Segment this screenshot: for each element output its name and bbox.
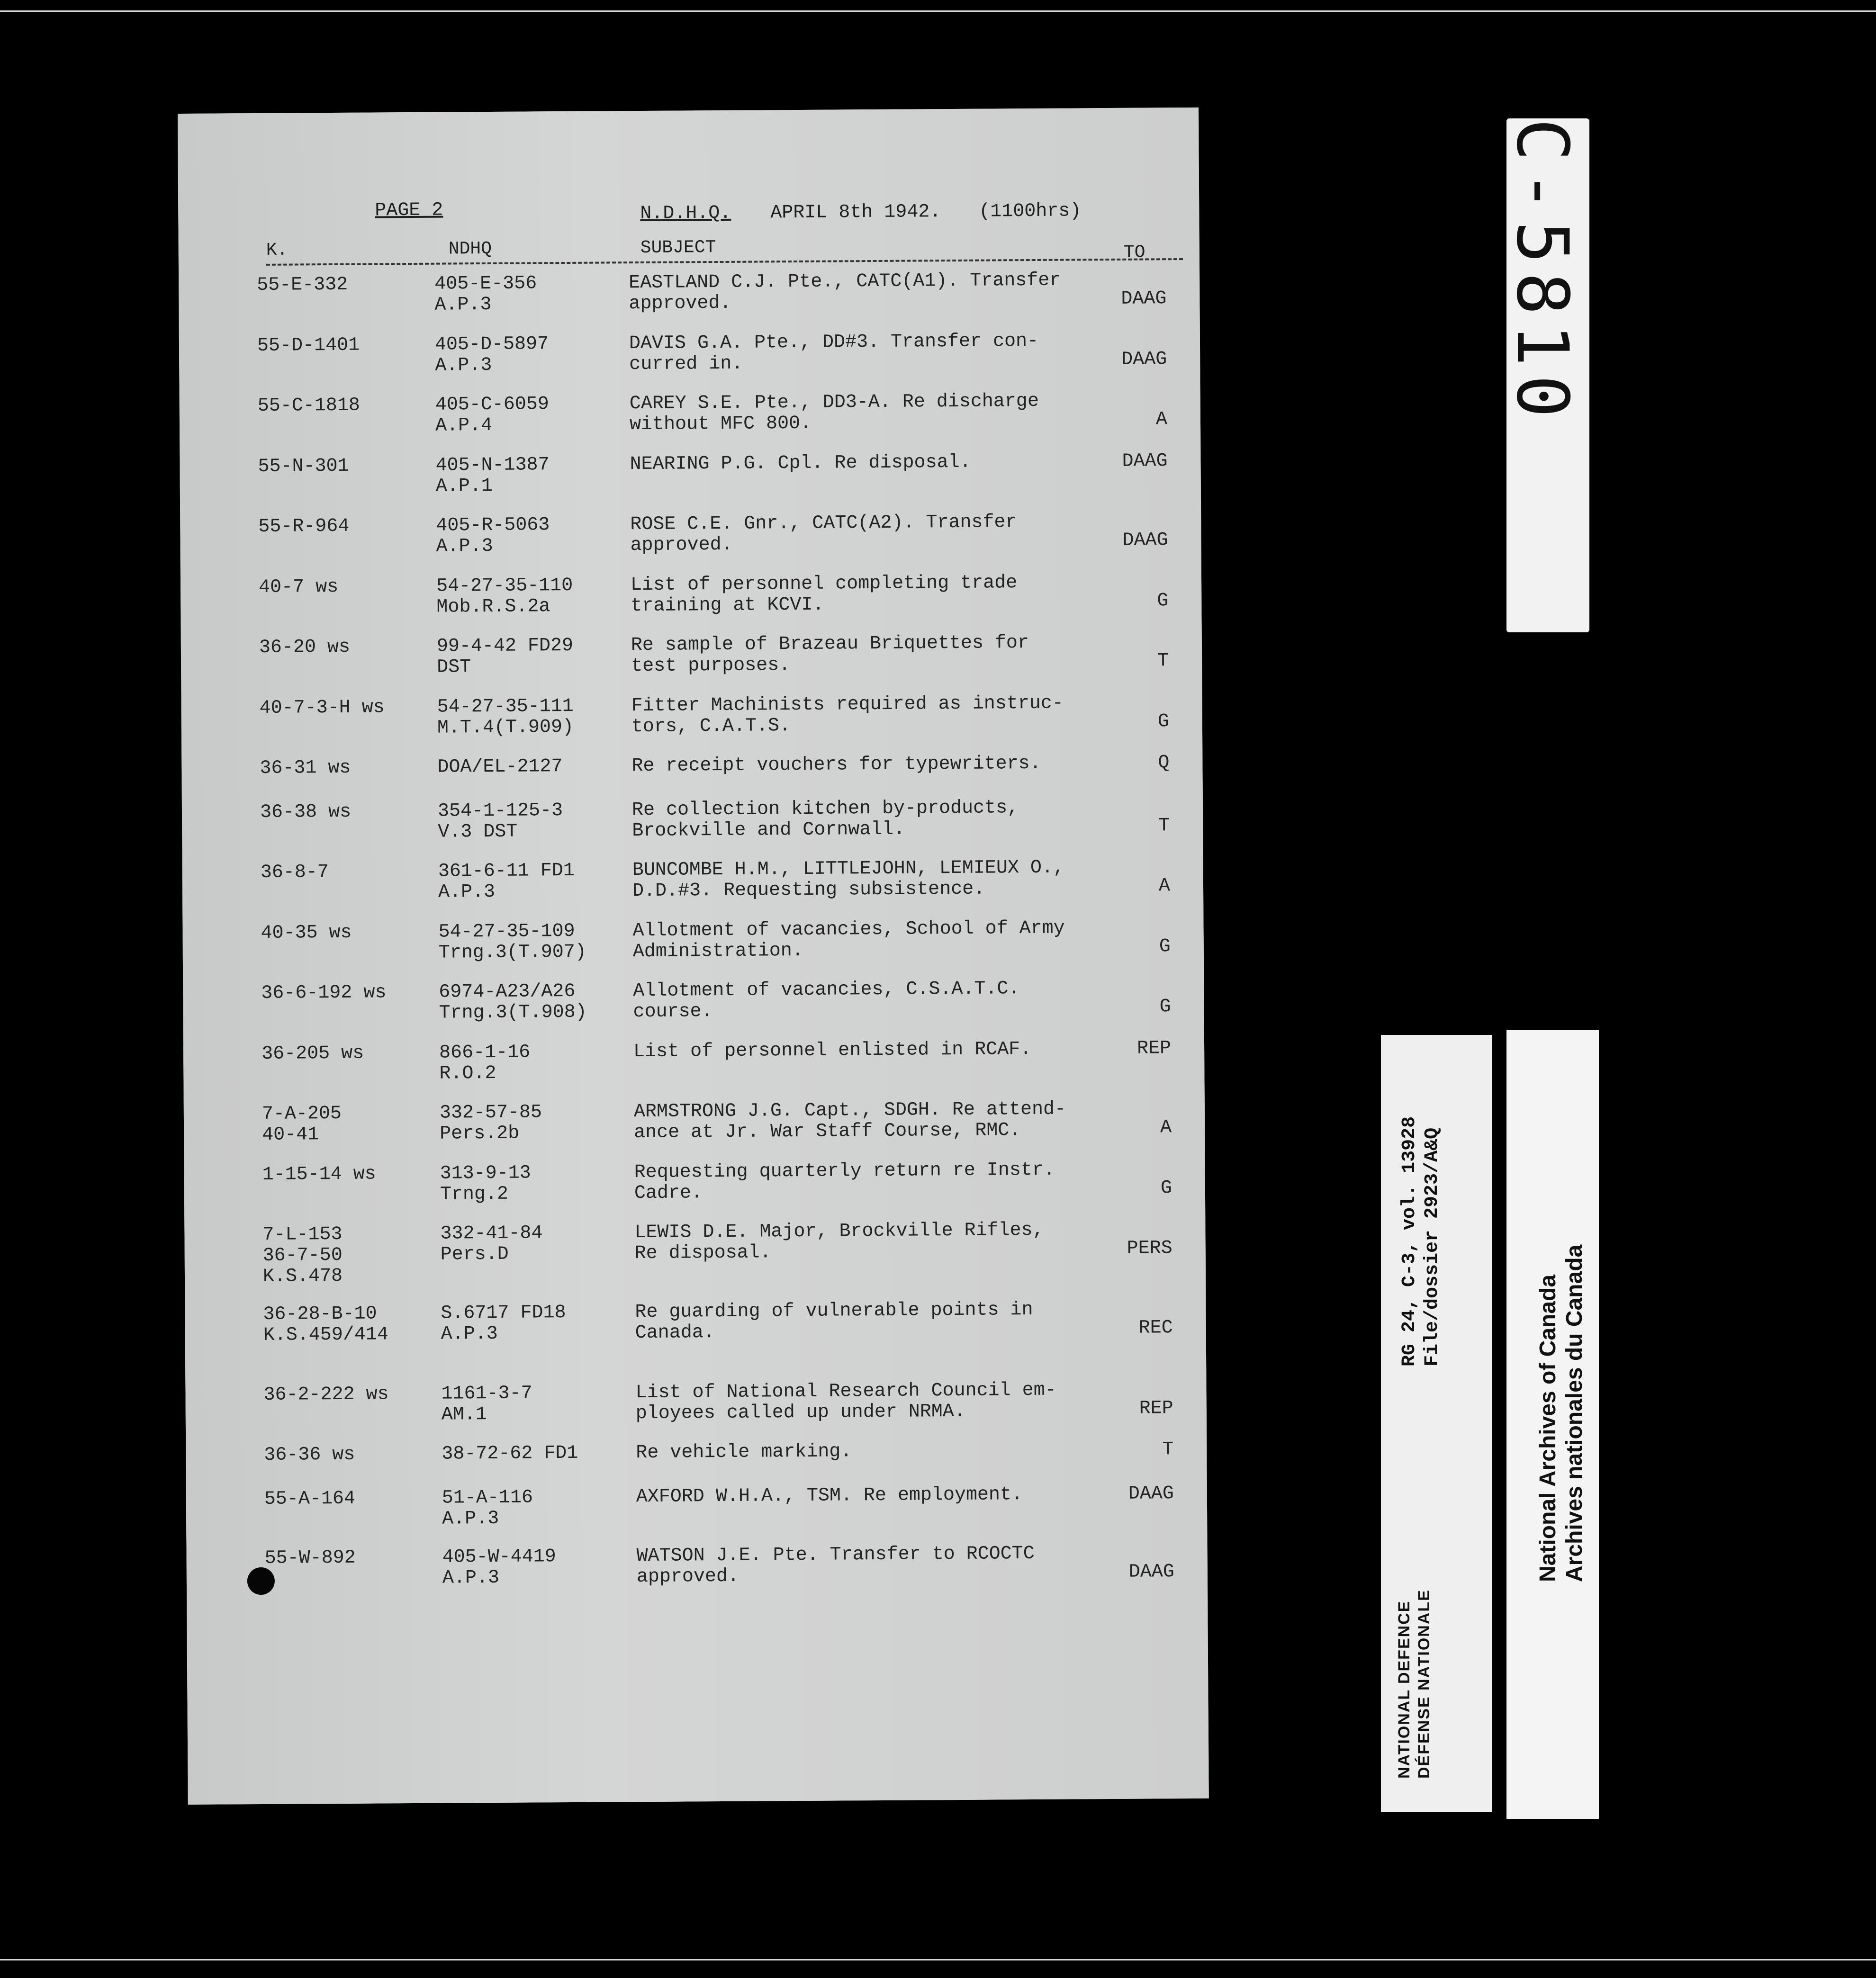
to-cell: DAAG <box>1128 1483 1174 1505</box>
ndhq-cell <box>437 696 574 739</box>
k-cell-line: K.S.478 <box>262 1265 343 1287</box>
ndhq-cell-line: 405-N-1387 <box>435 454 550 477</box>
ndhq-cell-line: V.3 DST <box>438 821 518 843</box>
ndhq-cell-line: S.6717 FD18 <box>441 1302 566 1324</box>
ndhq-cell-line: 361-6-11 FD1 <box>438 860 575 882</box>
column-header-subject: SUBJECT <box>640 237 716 259</box>
document-time: (1100hrs) <box>979 200 1082 223</box>
k-cell-line: 55-A-164 <box>264 1488 356 1510</box>
ndhq-cell-line: Pers.2b <box>440 1123 520 1145</box>
archive-name-french: Archives nationales du Canada <box>1562 1244 1587 1582</box>
to-cell: DAAG <box>1121 349 1167 370</box>
table-row <box>180 511 1201 557</box>
to-cell: Q <box>1158 752 1170 774</box>
k-cell-line: 40-7-3-H ws <box>259 697 385 719</box>
subject-cell-line: Re receipt vouchers for typewriters. <box>631 753 1041 777</box>
ndhq-cell <box>442 1487 533 1529</box>
k-cell <box>260 758 351 779</box>
subject-cell-line: Allotment of vacancies, School of Army <box>632 917 1065 942</box>
ndhq-cell <box>442 1546 556 1589</box>
subject-cell-line: AXFORD W.H.A., TSM. Re employment. <box>636 1484 1023 1508</box>
subject-cell <box>636 1441 852 1464</box>
k-cell <box>257 275 348 296</box>
k-cell-line: K.S.459/414 <box>263 1324 388 1346</box>
to-cell: G <box>1159 936 1171 958</box>
k-cell <box>261 923 352 944</box>
subject-cell <box>631 573 1018 617</box>
ndhq-cell <box>437 756 562 778</box>
subject-cell <box>636 1484 1023 1508</box>
to-cell: DAAG <box>1122 530 1168 551</box>
column-header-ndhq: NDHQ <box>448 238 492 260</box>
k-cell <box>265 1548 356 1569</box>
k-cell-line: 36-205 ws <box>261 1043 364 1065</box>
subject-cell-line: ployees called up under NRMA. <box>635 1401 966 1425</box>
to-cell: PERS <box>1127 1238 1172 1259</box>
subject-cell-line: approved. <box>630 534 733 557</box>
k-cell-line: 36-7-50 <box>262 1244 343 1267</box>
table-row <box>183 1038 1204 1085</box>
subject-cell <box>633 1039 1031 1062</box>
subject-cell <box>630 512 1017 556</box>
subject-cell-line: Re collection kitchen by-products, <box>631 797 1019 821</box>
ndhq-cell <box>434 273 537 315</box>
subject-cell-line: test purposes. <box>631 655 791 677</box>
ndhq-cell <box>438 861 575 903</box>
table-row <box>186 1439 1207 1466</box>
subject-cell-line: approved. <box>629 292 731 315</box>
table-row <box>182 857 1203 903</box>
table-row <box>181 692 1202 739</box>
k-cell <box>259 637 350 658</box>
k-cell-line: 36-31 ws <box>260 757 351 779</box>
ndhq-cell <box>442 1443 578 1465</box>
to-cell: G <box>1157 590 1169 612</box>
k-cell <box>261 982 386 1004</box>
subject-cell <box>630 391 1039 435</box>
subject-cell-line: course. <box>633 1001 713 1023</box>
k-cell <box>262 1224 343 1287</box>
table-row <box>187 1543 1208 1589</box>
subject-cell-line: WATSON J.E. Pte. Transfer to RCOCTC <box>636 1543 1035 1567</box>
k-cell <box>264 1489 355 1510</box>
to-cell: REP <box>1136 1038 1172 1060</box>
k-cell-line: 36-2-222 ws <box>263 1384 389 1406</box>
subject-cell-line: DAVIS G.A. Pte., DD#3. Transfer con- <box>629 330 1039 355</box>
subject-cell <box>635 1300 1033 1344</box>
subject-cell <box>632 918 1065 963</box>
k-cell-line: 40-7 ws <box>258 576 339 598</box>
ndhq-cell-line: 54-27-35-109 <box>438 920 575 943</box>
ndhq-cell <box>435 334 549 376</box>
k-cell <box>258 456 349 477</box>
subject-cell <box>632 798 1019 842</box>
subject-cell-line: ROSE C.E. Gnr., CATC(A2). Transfer <box>630 512 1017 536</box>
subject-cell <box>634 1220 1044 1264</box>
ndhq-cell-line: A.P.3 <box>442 1508 499 1530</box>
frame-number-strip <box>1501 118 1589 632</box>
ndhq-cell-line: 405-D-5897 <box>434 333 549 356</box>
subject-cell-line: List of personnel completing trade <box>630 572 1018 596</box>
subject-cell-line: NEARING P.G. Cpl. Re disposal. <box>630 451 971 476</box>
table-row <box>181 752 1202 779</box>
to-cell: A <box>1155 409 1168 431</box>
ndhq-cell-line: Trng.3(T.907) <box>438 941 587 964</box>
ndhq-cell-line: 332-57-85 <box>439 1102 542 1124</box>
document-page <box>178 108 1209 1805</box>
k-cell-line: 55-N-301 <box>258 455 349 477</box>
to-cell: G <box>1159 996 1171 1018</box>
to-cell: REC <box>1138 1317 1173 1339</box>
ndhq-cell-line: 51-A-116 <box>442 1487 533 1509</box>
k-cell-line: 36-38 ws <box>260 801 352 823</box>
k-cell <box>258 396 360 417</box>
k-cell <box>262 1164 376 1185</box>
subject-cell-line: without MFC 800. <box>629 413 812 436</box>
k-cell-line: 36-8-7 <box>260 862 329 883</box>
punch-hole <box>247 1567 275 1595</box>
archive-label <box>1506 1030 1599 1819</box>
table-row <box>182 797 1203 843</box>
table-row <box>185 1379 1206 1426</box>
k-cell-line: 36-20 ws <box>259 636 351 658</box>
ndhq-cell-line: R.O.2 <box>439 1062 496 1085</box>
ndhq-cell-line: 405-E-356 <box>434 273 537 295</box>
subject-cell <box>629 331 1039 375</box>
ndhq-cell <box>438 800 563 843</box>
ndhq-cell <box>439 1042 531 1084</box>
k-cell <box>260 697 385 719</box>
ndhq-cell-line: 405-W-4419 <box>442 1546 556 1568</box>
ndhq-cell <box>438 921 586 964</box>
ndhq-cell <box>436 515 550 557</box>
subject-cell-line: ARMSTRONG J.G. Capt., SDGH. Re attend- <box>633 1098 1066 1123</box>
table-row <box>180 572 1201 618</box>
subject-cell-line: approved. <box>636 1565 740 1588</box>
k-cell <box>263 1304 388 1346</box>
ndhq-cell-line: A.P.3 <box>436 535 493 557</box>
ndhq-cell-line: A.P.3 <box>441 1323 498 1345</box>
office-label: N.D.H.Q. <box>640 202 731 225</box>
subject-cell-line: BUNCOMBE H.M., LITTLEJOHN, LEMIEUX O., <box>632 857 1065 881</box>
column-header-k: K. <box>266 240 288 261</box>
ndhq-cell <box>435 394 550 436</box>
ndhq-cell-line: 38-72-62 FD1 <box>442 1442 578 1465</box>
to-cell: T <box>1157 650 1169 672</box>
subject-cell-line: Re vehicle marking. <box>636 1441 852 1464</box>
subject-cell-line: LEWIS D.E. Major, Brockville Rifles, <box>634 1219 1044 1244</box>
k-cell-line: 55-R-964 <box>258 515 350 538</box>
subject-cell-line: Administration. <box>632 940 804 963</box>
reference-line-2: File/dossier 2923/A&Q <box>1422 1127 1443 1367</box>
k-cell <box>258 516 349 538</box>
to-cell: T <box>1158 815 1170 837</box>
k-cell-line: 1-15-14 ws <box>262 1163 376 1186</box>
to-cell: DAAG <box>1128 1561 1174 1583</box>
ndhq-cell-line: Trng.3(T.908) <box>439 1001 587 1024</box>
table-row <box>179 270 1200 316</box>
ndhq-cell-line: DOA/EL-2127 <box>437 756 563 778</box>
subject-cell <box>631 754 1041 777</box>
ndhq-cell-line: Mob.R.S.2a <box>436 596 550 618</box>
subject-cell-line: List of National Research Council em- <box>635 1379 1056 1404</box>
k-cell <box>260 802 351 823</box>
k-cell-line: 7-A-205 <box>262 1103 342 1125</box>
subject-cell-line: Brockville and Cornwall. <box>632 818 905 842</box>
k-cell-line: 55-C-1818 <box>257 395 360 417</box>
k-cell <box>259 577 338 598</box>
page-number: PAGE 2 <box>375 199 443 222</box>
ndhq-cell-line: 313-9-13 <box>440 1162 531 1185</box>
k-cell-line: 36-28-B-10 <box>263 1303 377 1325</box>
ndhq-cell-line: 1161-3-7 <box>441 1383 532 1405</box>
ndhq-cell <box>441 1303 566 1345</box>
k-cell <box>257 335 360 357</box>
subject-cell-line: training at KCVI. <box>631 594 824 617</box>
k-cell-line: 55-W-892 <box>264 1547 356 1569</box>
k-cell-line: 55-D-1401 <box>257 334 360 357</box>
to-cell: G <box>1157 711 1170 733</box>
k-cell <box>261 862 329 883</box>
subject-cell-line: Canada. <box>635 1322 715 1344</box>
subject-cell <box>631 633 1029 677</box>
table-row <box>181 632 1202 678</box>
table-row <box>185 1299 1206 1346</box>
subject-cell <box>634 1160 1055 1204</box>
to-cell: DAAG <box>1122 450 1168 472</box>
to-cell: T <box>1162 1439 1174 1461</box>
subject-cell <box>631 693 1064 738</box>
ndhq-cell-line: A.P.3 <box>434 294 492 316</box>
k-cell-line: 36-6-192 ws <box>261 982 387 1004</box>
table-row <box>180 450 1200 497</box>
ndhq-cell-line: Pers.D <box>440 1243 509 1266</box>
subject-cell <box>629 270 1061 315</box>
k-cell-line: 40-35 ws <box>261 922 352 944</box>
subject-cell-line: ance at Jr. War Staff Course, RMC. <box>634 1120 1021 1144</box>
table-row <box>186 1483 1207 1530</box>
subject-cell-line: Allotment of vacancies, C.S.A.T.C. <box>633 978 1020 1002</box>
k-cell-line: 7-L-153 <box>262 1223 343 1246</box>
archive-name-english: National Archives of Canada <box>1535 1274 1560 1582</box>
ndhq-cell-line: 354-1-125-3 <box>437 800 563 822</box>
k-cell <box>263 1384 388 1406</box>
header-rule <box>266 258 1183 266</box>
department-line-2: DÉFENSE NATIONALE <box>1415 1589 1433 1779</box>
ndhq-cell-line: A.P.3 <box>442 1567 500 1589</box>
subject-cell-line: D.D.#3. Requesting subsistence. <box>632 878 985 902</box>
to-cell: DAAG <box>1121 288 1167 310</box>
film-border-top <box>0 10 1876 12</box>
ndhq-cell-line: A.P.1 <box>435 475 493 497</box>
ndhq-cell-line: 6974-A23/A26 <box>439 980 576 1003</box>
to-cell: A <box>1158 875 1171 897</box>
ndhq-cell <box>440 1163 532 1205</box>
subject-cell-line: Re disposal. <box>634 1242 771 1265</box>
k-cell-line: 55-E-332 <box>257 274 348 296</box>
ndhq-cell-line: AM.1 <box>441 1404 487 1426</box>
to-cell: G <box>1160 1178 1172 1199</box>
table-row <box>180 390 1200 437</box>
ndhq-cell <box>441 1383 532 1425</box>
document-date: APRIL 8th 1942. <box>770 201 941 224</box>
subject-cell-line: Re sample of Brazeau Briquettes for <box>631 632 1029 656</box>
column-header-to: TO <box>1123 242 1145 263</box>
ndhq-cell-line: 99-4-42 FD29 <box>436 635 574 657</box>
subject-cell <box>635 1380 1056 1424</box>
subject-cell-line: List of personnel enlisted in RCAF. <box>633 1039 1032 1063</box>
ndhq-cell-line: A.P.4 <box>435 414 493 437</box>
ndhq-cell-line: 332-41-84 <box>440 1223 543 1245</box>
ndhq-cell <box>440 1223 543 1265</box>
reference-line-1: RG 24, C-3, vol. 13928 <box>1399 1116 1420 1367</box>
department-line-1: NATIONAL DEFENCE <box>1395 1600 1413 1779</box>
ndhq-cell-line: DST <box>437 656 471 678</box>
k-cell <box>262 1104 342 1146</box>
subject-cell-line: curred in. <box>629 353 743 376</box>
reference-label <box>1381 1035 1492 1812</box>
subject-cell-line: Cadre. <box>634 1182 703 1205</box>
frame-number: C-5810 <box>1501 118 1583 426</box>
ndhq-cell-line: 866-1-16 <box>439 1042 531 1064</box>
subject-cell <box>632 858 1065 902</box>
table-row <box>184 1159 1205 1205</box>
k-cell-line: 36-36 ws <box>264 1444 355 1466</box>
table-row <box>179 330 1200 377</box>
subject-cell <box>630 452 971 475</box>
ndhq-cell <box>435 455 550 497</box>
ndhq-cell-line: 405-C-6059 <box>435 394 549 416</box>
ndhq-cell-line: A.P.3 <box>435 354 492 377</box>
table-row <box>184 1219 1205 1287</box>
subject-cell <box>633 979 1020 1023</box>
to-cell: REP <box>1139 1398 1173 1420</box>
subject-cell-line: tors, C.A.T.S. <box>631 715 791 738</box>
table-row <box>182 917 1203 964</box>
table-row <box>184 1098 1205 1146</box>
k-cell <box>262 1043 364 1065</box>
ndhq-cell-line: Trng.2 <box>440 1183 509 1205</box>
ndhq-cell <box>440 1102 542 1144</box>
subject-cell-line: Requesting quarterly return re Instr. <box>634 1159 1055 1184</box>
table-row <box>183 978 1204 1024</box>
subject-cell-line: CAREY S.E. Pte., DD3-A. Re discharge <box>629 390 1039 415</box>
ndhq-cell-line: 54-27-35-110 <box>436 575 573 597</box>
subject-cell-line: Re guarding of vulnerable points in <box>635 1299 1033 1323</box>
ndhq-cell-line: A.P.3 <box>438 881 496 903</box>
k-cell-line: 40-41 <box>262 1124 319 1146</box>
k-cell <box>264 1445 355 1466</box>
subject-cell-line: EASTLAND C.J. Pte., CATC(A1). Transfer <box>629 270 1061 294</box>
subject-cell <box>634 1099 1066 1144</box>
subject-cell <box>636 1544 1035 1588</box>
to-cell: A <box>1160 1117 1172 1139</box>
subject-cell-line: Fitter Machinists required as instruc- <box>631 692 1064 717</box>
ndhq-cell <box>436 575 573 618</box>
ndhq-cell <box>437 636 574 678</box>
ndhq-cell-line: 405-R-5063 <box>436 514 550 537</box>
ndhq-cell-line: 54-27-35-111 <box>437 695 574 718</box>
ndhq-cell <box>439 981 587 1024</box>
ndhq-cell-line: M.T.4(T.909) <box>437 716 574 739</box>
film-border-bottom <box>0 1959 1876 1960</box>
